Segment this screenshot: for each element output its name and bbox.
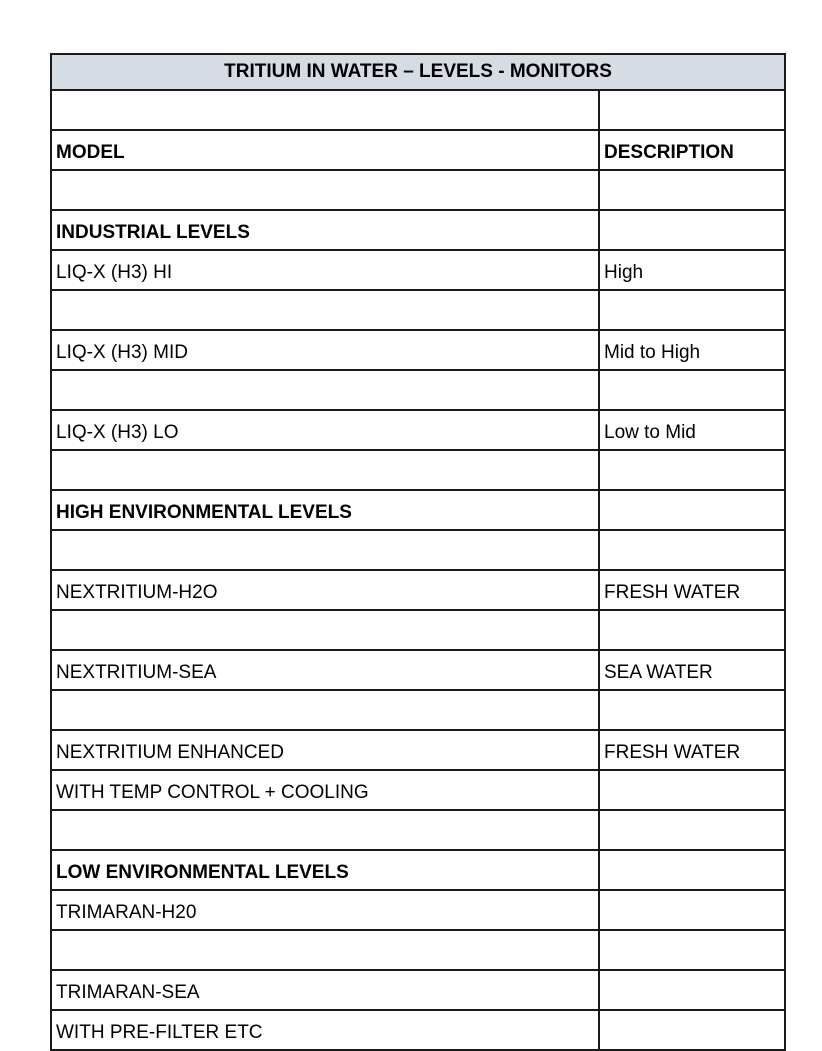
model-cell: TRIMARAN-SEA bbox=[51, 970, 599, 1010]
table-row bbox=[51, 330, 785, 370]
table-row bbox=[51, 530, 785, 570]
table-row bbox=[51, 490, 785, 530]
table-row bbox=[51, 890, 785, 930]
model-cell bbox=[51, 170, 599, 210]
table-row bbox=[51, 410, 785, 450]
model-cell bbox=[51, 610, 599, 650]
description-cell bbox=[599, 450, 785, 490]
table-title-row bbox=[51, 54, 785, 90]
model-cell bbox=[51, 690, 599, 730]
model-cell: TRIMARAN-H20 bbox=[51, 890, 599, 930]
model-cell: MODEL bbox=[51, 130, 599, 170]
monitor-table bbox=[50, 53, 786, 1051]
table-row bbox=[51, 810, 785, 850]
description-cell bbox=[599, 610, 785, 650]
description-cell: SEA WATER bbox=[599, 650, 785, 690]
model-cell: LIQ-X (H3) MID bbox=[51, 330, 599, 370]
model-cell: NEXTRITIUM-SEA bbox=[51, 650, 599, 690]
model-cell: NEXTRITIUM ENHANCED bbox=[51, 730, 599, 770]
description-cell: Mid to High bbox=[599, 330, 785, 370]
model-cell: WITH PRE-FILTER ETC bbox=[51, 1010, 599, 1050]
model-cell bbox=[51, 450, 599, 490]
model-cell bbox=[51, 930, 599, 970]
model-cell: LIQ-X (H3) LO bbox=[51, 410, 599, 450]
table-row bbox=[51, 450, 785, 490]
description-cell: DESCRIPTION bbox=[599, 130, 785, 170]
table-row bbox=[51, 90, 785, 130]
description-cell bbox=[599, 530, 785, 570]
description-cell bbox=[599, 1010, 785, 1050]
table-row bbox=[51, 130, 785, 170]
description-cell bbox=[599, 930, 785, 970]
description-cell: FRESH WATER bbox=[599, 730, 785, 770]
model-cell bbox=[51, 530, 599, 570]
model-cell bbox=[51, 810, 599, 850]
description-cell: High bbox=[599, 250, 785, 290]
description-cell bbox=[599, 810, 785, 850]
table-row bbox=[51, 170, 785, 210]
description-cell bbox=[599, 690, 785, 730]
table-row bbox=[51, 650, 785, 690]
table-row bbox=[51, 370, 785, 410]
model-cell bbox=[51, 370, 599, 410]
table-row bbox=[51, 1010, 785, 1050]
model-cell bbox=[51, 290, 599, 330]
table-row bbox=[51, 570, 785, 610]
table-row bbox=[51, 850, 785, 890]
table-row bbox=[51, 730, 785, 770]
description-cell bbox=[599, 290, 785, 330]
table-row bbox=[51, 930, 785, 970]
description-cell bbox=[599, 90, 785, 130]
description-cell: FRESH WATER bbox=[599, 570, 785, 610]
monitor-table-sheet bbox=[50, 53, 784, 1051]
table-row bbox=[51, 970, 785, 1010]
description-cell bbox=[599, 890, 785, 930]
description-cell bbox=[599, 370, 785, 410]
model-cell: LOW ENVIRONMENTAL LEVELS bbox=[51, 850, 599, 890]
table-row bbox=[51, 290, 785, 330]
description-cell: Low to Mid bbox=[599, 410, 785, 450]
table-row bbox=[51, 770, 785, 810]
table-row bbox=[51, 610, 785, 650]
model-cell: NEXTRITIUM-H2O bbox=[51, 570, 599, 610]
model-cell: WITH TEMP CONTROL + COOLING bbox=[51, 770, 599, 810]
model-cell: HIGH ENVIRONMENTAL LEVELS bbox=[51, 490, 599, 530]
table-row bbox=[51, 250, 785, 290]
table-body bbox=[51, 90, 785, 1050]
model-cell bbox=[51, 90, 599, 130]
description-cell bbox=[599, 210, 785, 250]
table-title: TRITIUM IN WATER – LEVELS - MONITORS bbox=[51, 54, 785, 90]
table-row bbox=[51, 210, 785, 250]
model-cell: LIQ-X (H3) HI bbox=[51, 250, 599, 290]
table-row bbox=[51, 690, 785, 730]
description-cell bbox=[599, 850, 785, 890]
description-cell bbox=[599, 170, 785, 210]
description-cell bbox=[599, 490, 785, 530]
model-cell: INDUSTRIAL LEVELS bbox=[51, 210, 599, 250]
description-cell bbox=[599, 770, 785, 810]
description-cell bbox=[599, 970, 785, 1010]
